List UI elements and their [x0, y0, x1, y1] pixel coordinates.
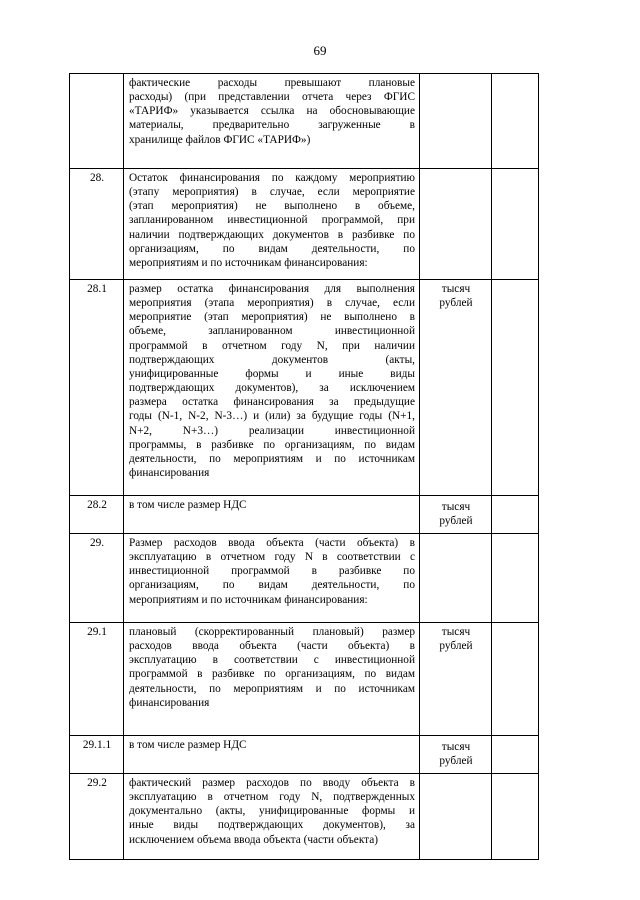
description-line: финансирования	[129, 467, 210, 480]
description-line: в том числе размер НДС	[129, 499, 247, 511]
row-description	[124, 169, 420, 280]
description-line: хранилище файлов ФГИС «ТАРИФ»)	[129, 133, 311, 146]
description-line: подтверждающих документов), за исключением	[129, 382, 415, 395]
description-line: Остаток финансирования по каждому мероприятию	[129, 172, 415, 184]
description-line: размера остатка финансирования за предыдущие	[129, 396, 415, 409]
row-number: 29.1	[70, 623, 124, 736]
row-unit: тысяч рублей	[420, 280, 492, 496]
description-line: инвестиционной программой в разбивке по	[129, 565, 415, 578]
description-line: расходы) (при представлении отчета через ФГИС	[129, 91, 415, 104]
description-line: материалы, предварительно загруженные в	[129, 119, 415, 132]
description-line: деятельности, по мероприятиям и по источникам	[129, 452, 415, 465]
description-line: организациям, по видам деятельности, по	[129, 579, 415, 592]
row-value-cell	[492, 534, 539, 623]
description-line: подтверждающих документов (акты,	[129, 353, 415, 366]
table-row	[70, 623, 539, 736]
row-description	[124, 74, 420, 169]
row-value-cell	[492, 736, 539, 774]
description-line: (этап мероприятия) не выполнено в объеме,	[129, 200, 415, 213]
row-description	[124, 736, 420, 774]
description-line: финансирования	[129, 696, 210, 709]
row-description	[124, 534, 420, 623]
description-line: мероприятия (этапа мероприятия) в случае, если	[129, 297, 415, 310]
description-line: объеме, запланированном инвестиционной	[129, 325, 415, 338]
table-row	[70, 496, 539, 534]
description-line: запланированном инвестиционной программой, при	[129, 214, 415, 227]
description-line: Размер расходов ввода объекта (части объекта) в	[129, 537, 415, 549]
description-line: размер остатка финансирования для выполнения	[129, 283, 415, 295]
row-unit	[420, 774, 492, 860]
description-line: фактический размер расходов по вводу объекта в	[129, 777, 415, 789]
row-number: 29.2	[70, 774, 124, 860]
table-row	[70, 169, 539, 280]
row-value-cell	[492, 280, 539, 496]
table-row	[70, 280, 539, 496]
row-number: 28.	[70, 169, 124, 280]
description-line: плановый (скорректированный плановый) размер	[129, 626, 415, 638]
description-line: организациям, по видам деятельности, по	[129, 242, 415, 255]
row-unit	[420, 169, 492, 280]
description-line: фактические расходы превышают плановые	[129, 77, 415, 89]
row-unit: тысяч рублей	[420, 496, 492, 534]
row-value-cell	[492, 623, 539, 736]
description-line: N+2, N+3…) реализации инвестиционной	[129, 424, 415, 437]
row-number: 29.1.1	[70, 736, 124, 774]
table-row	[70, 736, 539, 774]
report-table	[69, 73, 539, 860]
description-line: деятельности, по мероприятиям и по источникам	[129, 682, 415, 695]
row-description	[124, 496, 420, 534]
row-description	[124, 774, 420, 860]
description-line: эксплуатацию в соответствии с инвестиционной	[129, 654, 415, 667]
description-line: «ТАРИФ» указывается ссылка на обосновывающие	[129, 105, 415, 118]
row-value-cell	[492, 496, 539, 534]
row-unit: тысяч рублей	[420, 623, 492, 736]
row-number	[70, 74, 124, 169]
description-line: наличии подтверждающих документов в разбивке по	[129, 228, 415, 241]
description-line: исключением объема ввода объекта (части объекта)	[129, 833, 379, 846]
description-line: в том числе размер НДС	[129, 739, 247, 751]
row-number: 29.	[70, 534, 124, 623]
description-line: (этапу мероприятия) в случае, если мероприятие	[129, 186, 415, 199]
description-line: мероприятиям и по источникам финансирования:	[129, 256, 368, 269]
row-number: 28.2	[70, 496, 124, 534]
row-unit	[420, 74, 492, 169]
description-line: программы, в разбивке по организациям, по видам	[129, 438, 415, 451]
table-row	[70, 774, 539, 860]
table-row	[70, 534, 539, 623]
page-number: 69	[313, 43, 327, 58]
description-line: эксплуатацию в отчетном году N, подтвержденных	[129, 791, 415, 804]
description-line: мероприятиям и по источникам финансирования:	[129, 593, 368, 606]
description-line: программой в разбивке по организациям, по видам	[129, 668, 415, 681]
row-value-cell	[492, 169, 539, 280]
row-number: 28.1	[70, 280, 124, 496]
description-line: расходов ввода объекта (части объекта) в	[129, 640, 415, 653]
table-row	[70, 74, 539, 169]
row-unit: тысяч рублей	[420, 736, 492, 774]
description-line: документально (акты, унифицированные формы и	[129, 805, 415, 818]
row-description	[124, 623, 420, 736]
description-line: иные виды подтверждающих документов), за	[129, 819, 415, 832]
description-line: годы (N-1, N-2, N-3…) и (или) за будущие годы (N+1,	[129, 410, 415, 423]
description-line: программой в отчетном году N, при наличии	[129, 339, 415, 352]
description-line: мероприятие (этап мероприятия) не выполнено в	[129, 311, 415, 324]
description-line: унифицированные формы и иные виды	[129, 367, 415, 380]
row-unit	[420, 534, 492, 623]
row-value-cell	[492, 774, 539, 860]
row-value-cell	[492, 74, 539, 169]
row-description	[124, 280, 420, 496]
description-line: эксплуатацию в отчетном году N в соответствии с	[129, 551, 415, 564]
